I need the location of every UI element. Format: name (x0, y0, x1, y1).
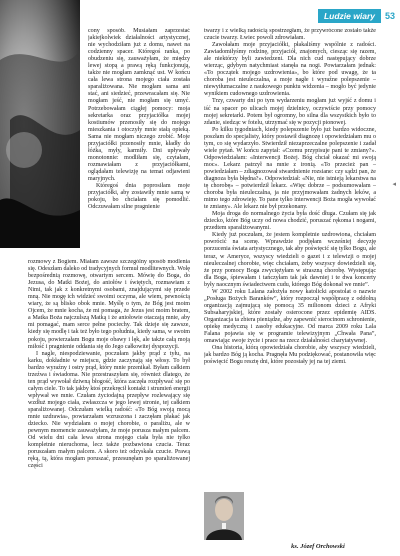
paragraph: Po kilku tygodniach, kiedy polepszenie było już bardzo widoczne, poszłam do specjalisty, który postawił diagnozę i opowiedziałam mu o tym, co się wydarzyło. Stwierdził niezaprzeczalne polepszenie i zadał wiele pytań. W końcu zapytał: «Czemu przypisuje pani te zmiany?». Odpowiedziałam: «Interwencji Bożej. Bóg chciał okazać mi swoją moc». Lekarz patrzył na mnie z ironią. «To przecież pan – powiedziałam – zdiagnozował stwardnienie rozsiane: czy sądzi pan, że diagnoza była błędna?». Odpowiedział: «Nie, nie istnieją lekarstwa na tę chorobę» – potwierdził lekarz. «Więc dobrze – podsumowałam – choroba była nieuleczalna, ja nie przyjmowałam żadnych leków, a mimo tego zdrowieję. To pane tylko interwencji Boża mogła wywołać te zmiany». Ale lekarz nie był przekonany. (204, 126, 376, 211)
paragraph: twarzy i z wielką radością spostrzegłam, że przywrócone zostało także czucie twarzy. Łwiec powoli zdrowiałam. (204, 28, 376, 42)
paragraph: Ona historia, którą opowiedziała chorobie, aby wszyscy wiedzieli, jak bardzo Bóg ją kocha. Pragnęła Mu podziękować, postanowiła więc poświęcić Bogu resztę dni, które pozostały jej na tej ziemi. (204, 345, 376, 366)
author-portrait (204, 492, 244, 540)
paragraph: W 2002 roku Lalana założyła nowy katolicki apostolat o nazwie „Posługa Bożych Baranków”, który rozpoczął współpracę z oddolną organizacją zajmującą się pomocą 35 milionom dzieci z Afryki Subsaharyjskiej, które zostały osierocone przez epidemię AIDS. Organizacja ta zbiera pieniądze, aby zapewnić sierocinom schronienie, opiekę medyczną i zasoby edukacyjne. Od marca 2009 roku Lala Falana pojawia się w programie telewizyjnym „Chwała Pana”, omawiając swoje życie i prace na rzecz działalności charytatywnej. (204, 288, 376, 345)
text-column-right (204, 28, 376, 488)
paragraph: Któregoś dnia poprosiłam moje przyjaciółki, aby zostawiły mnie samą w pokoju, bo chciałam się pomodlić. Odczuwałam silne pragnienie (88, 183, 190, 211)
paragraph: cony sposób. Musiałam zaprzestać jakiejkolwiek działalności artystycznej, nie wychodziłam już z domu, nawet na codzienny spacer. Któregoś ranka, po obudzeniu się, zauważyłam, że między lewej stopą a prawą ręką funkcjonują, także nie mogłam zamknąć ust. W końcu cała lewa strona mojego ciała została sparaliżowana. Nie mogłam sama ani stać, ani siedzieć, przewracałam się. Nie mogłam jeść, nie mogłam się umyć. Potrzebowałam ciągłej pomocy: moja sekretarka oraz przyjaciółka mojej kostiumów przenosiły się do mojego mieszkania i otoczyły mnie stałą opieką. Sama nie mogłam niczego zrobić. Moje przyjaciółki przenosiły mnie, kładły do łóżka, myły, karmiły. Dni upływały monotonnie: modliłam się, czytałam, rozmawiałam z przyjaciółkami, oglądałam telewizję na temat odjawieni maryjnych. (88, 28, 190, 182)
paragraph: Kiedy już poczułam, że jestem kompletnie uzdrowiona, chciałam powrócić na scenę. Wprawdzie podjęłam wcześniej decyzję porzucenia świata artystycznego, tak aby poświęcić się tylko Bogu, ale teraz, w Ameryce, wszyscy wiedzieli o gazet i z telewizji o mojej nieuleczalnej chorobie, więc chciałam, żeby wszyscy dowiedzieli się, że przy pomocy Boga zwyciężyłam w straszną chorobę. Występując dla Boga, śpiewałam i tańczyłam tak jak dawniej i te dwa koncerty były naocznym świadectwem cudu, którego Bóg dokonał we mnie”. (204, 232, 376, 288)
portrait-illustration (204, 492, 244, 540)
paragraph: Zawołałam moje przyjaciółki, płakaliśmy wspólnie z radości. Zawiadomiłyśmy rodzinę, przyjaciół, znajomych, ciesząc się razem, ale niektórzy byli zawiedzeni. Dla nich cud następujący dobrze wierząc, gdybym natychmiast stanęła na nogi. Powtarzałam jednak: «To początek mojego uzdrowienia», bo które pod uwagę, że ta choroba jest nieuleczalna, a moje nagłe i wyraźne polepszenie – niewytłumaczalne z naukowego punktu widzenia – mogło być jedynie wynikiem cudownego uzdrowienia. (204, 42, 376, 98)
section-header (318, 9, 400, 23)
paragraph: I nagle, niespodziewanie, poczułam jakby prąd z tyłu, na karku, dokładnie w miejscu, gdzie zaczynają się włosy. To był bardzo wyraźny i ostry prąd, który mnie przenikał. Byłam całkiem trzeźwa i świadoma. Nie przestraszyłam się, również dlatego, że ten prąd wywołał dziwną błogość, która zaczęła rozpływać się po całym ciele. To tak jakby ktoś przekręcił kontakt i strumień energii wpływał we mnie. Czułam życiodajną przepływ rozlewający się wzdłuż mojego ciała, zwłaszcza w jego lewej stronie, tej całkiem sparaliżowanej. Odczułam wielką radość: «To Bóg swoją mocą mnie uzdrawia», powtarzałam wzruszona i zaczęłam płakać jak dziecko. Nie wydziałam o mojej chorobie, o paraliżu, ale w pewnym momencie zauważyłam, że moje porusza małym palcem. Od wielu dni cała lewa strona mojego ciała była nie tylko kompletnie nieruchoma, lecz także pozbawiona czucia. Teraz poruszałam małym palcem. A skoro też odzyskała czucie. Prawą ręką, tą, która mogłam poruszać, przesunęłam po sparaliżowanej części (28, 350, 190, 470)
text-column-left-top (88, 28, 190, 259)
section-title: Ludzie wiary (318, 9, 381, 23)
author-signature: ks. Józef Orchowski (291, 543, 345, 550)
margin-arrow-icon: ◂ (392, 180, 396, 188)
paragraph: Moja droga do normalnego życia była dość długa. Czułam się jak dziecko, które Bóg uczy od nowa chodzić, poruszać rękoma i nogami, przedtem sparaliżowanymi. (204, 211, 376, 232)
text-column-left-bottom (28, 259, 190, 551)
paragraph: Trzy, czwarty dni po tym wydarzeniu mogłam już wyjść z domu i iść na spacer po ulicach mojej dzielnicy, oczywiście przy pomocy mojej sekretarki. Potem był ogromny, bo silna dla wszystkich było to zdanie, siedząc w fotelu, utrzymać się w pozycji pionowej. (204, 98, 376, 126)
article-photo (0, 0, 80, 248)
photo-illustration (0, 0, 80, 248)
page-number: 53 (381, 9, 400, 23)
paragraph: rozmowy z Bogiem. Miałam zawsze szczególny sposób modlenia się. Odeszłam daleko od tradycyjnych formuł modlitewnych. Wolę bezpośrednią rozmowę, otwartym sercem. Mówię do Boga, do Jezusa, do Matki Bożej, do aniołów i świętych, rozmawiam z Nimi, tak jak z konkretnymi osobami, znajdującymi się przede mną. Nie mogę ich widzieć swoimi oczyma, ale wiem, pewnością wiary, że są blisko obok mnie. Myślę o tym, że Bóg jest moim Ojcem, że mnie kocha, że mi pomaga, że Jezus jest moim bratem, a Matka Boża najczulszą Matką i że aniołowie otaczają mnie, aby mi pomagać, mam serce pełne pociechy. Tak dzieje się zawsze, kiedy się modlę i tak też było tego południa, kiedy sama, w swoim pokoju, powierzałam Bogu moje obawy i lęk, ale także całą moją miłość i pragnienie oddania się do Jego całkowitej dyspozycji. (28, 259, 190, 350)
